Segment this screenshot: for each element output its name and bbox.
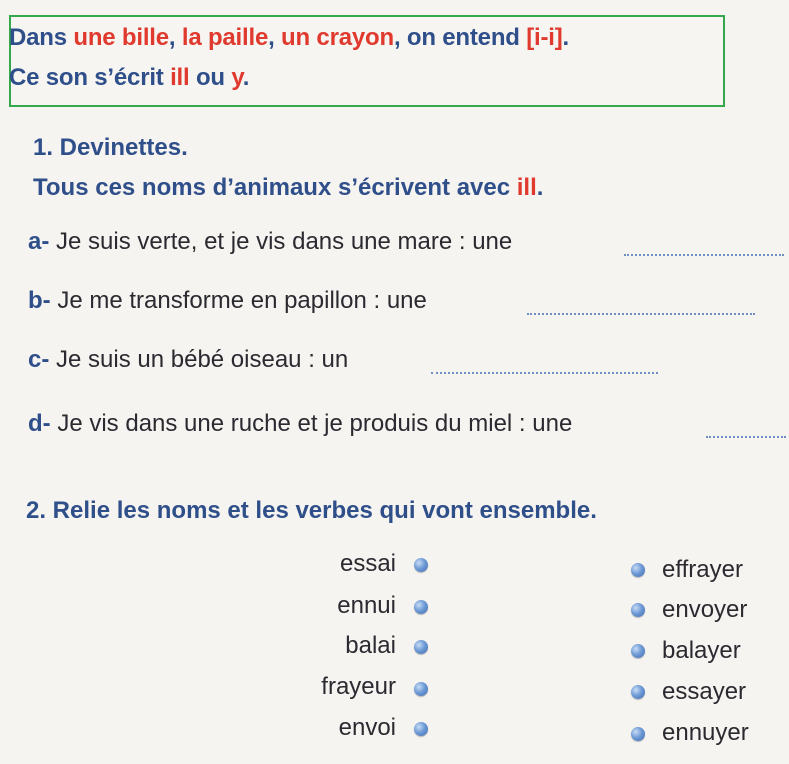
noun-envoi: envoi [338, 714, 396, 741]
rule-highlight: un crayon [281, 24, 394, 51]
link-dot-verb-effrayer[interactable] [631, 563, 645, 577]
instruction-highlight: ill [516, 174, 537, 201]
riddle-a [28, 228, 512, 256]
verb-effrayer: effrayer [662, 556, 743, 583]
answer-blank-c[interactable] [431, 372, 658, 374]
rule-text: Dans [9, 24, 74, 51]
instruction-prefix: Tous ces noms d’animaux s’écrivent avec [33, 174, 517, 201]
verb-envoyer: envoyer [662, 596, 748, 623]
riddle-letter: a- [28, 228, 50, 255]
link-dot-verb-essayer[interactable] [631, 685, 645, 699]
riddle-letter: d- [28, 410, 51, 437]
rule-text: ou [189, 64, 232, 91]
link-dot-noun-ennui[interactable] [414, 600, 428, 614]
rule-text: . [562, 24, 570, 51]
rule-text: , [268, 24, 282, 51]
noun-essai: essai [339, 550, 396, 577]
rule-highlight: ill [170, 64, 190, 91]
riddle-text: Je suis un bébé oiseau : un [56, 346, 349, 373]
rule-text: Ce son s’écrit [9, 64, 171, 91]
verb-balayer: balayer [662, 637, 741, 664]
link-dot-noun-envoi[interactable] [414, 722, 428, 736]
riddle-text: Je suis verte, et je vis dans une mare : une [56, 228, 513, 255]
rule-highlight: y [231, 64, 243, 91]
verb-essayer: essayer [662, 678, 747, 705]
noun-frayeur: frayeur [321, 673, 396, 700]
rule-line-2 [9, 64, 249, 92]
link-dot-verb-balayer[interactable] [631, 644, 645, 658]
riddle-letter: c- [28, 346, 50, 373]
rule-text: , [168, 24, 182, 51]
exercise-1-instruction [33, 174, 543, 202]
rule-text: , on entend [393, 24, 527, 51]
link-dot-noun-essai[interactable] [414, 558, 428, 572]
answer-blank-b[interactable] [527, 313, 755, 315]
link-dot-noun-frayeur[interactable] [414, 682, 428, 696]
riddle-letter: b- [28, 287, 51, 314]
link-dot-verb-ennuyer[interactable] [631, 727, 645, 741]
answer-blank-d[interactable] [706, 436, 786, 438]
link-dot-verb-envoyer[interactable] [631, 603, 645, 617]
rule-highlight: une bille [73, 24, 169, 51]
riddle-d [28, 410, 572, 438]
riddle-text: Je me transforme en papillon : une [57, 287, 427, 314]
exercise-1-title: 1. Devinettes. [33, 134, 188, 161]
riddle-b [28, 287, 427, 315]
instruction-suffix: . [536, 174, 544, 201]
answer-blank-a[interactable] [624, 254, 784, 256]
rule-highlight: la paille [181, 24, 269, 51]
rule-line-1 [9, 24, 569, 52]
riddle-c [28, 346, 348, 374]
noun-balai: balai [345, 632, 396, 659]
link-dot-noun-balai[interactable] [414, 640, 428, 654]
noun-ennui: ennui [337, 592, 396, 619]
verb-ennuyer: ennuyer [662, 719, 749, 746]
rule-highlight: [i-i] [526, 24, 563, 51]
exercise-2-title: 2. Relie les noms et les verbes qui vont ensemble. [26, 497, 597, 524]
rule-text: . [242, 64, 250, 91]
riddle-text: Je vis dans une ruche et je produis du miel : une [57, 410, 573, 437]
